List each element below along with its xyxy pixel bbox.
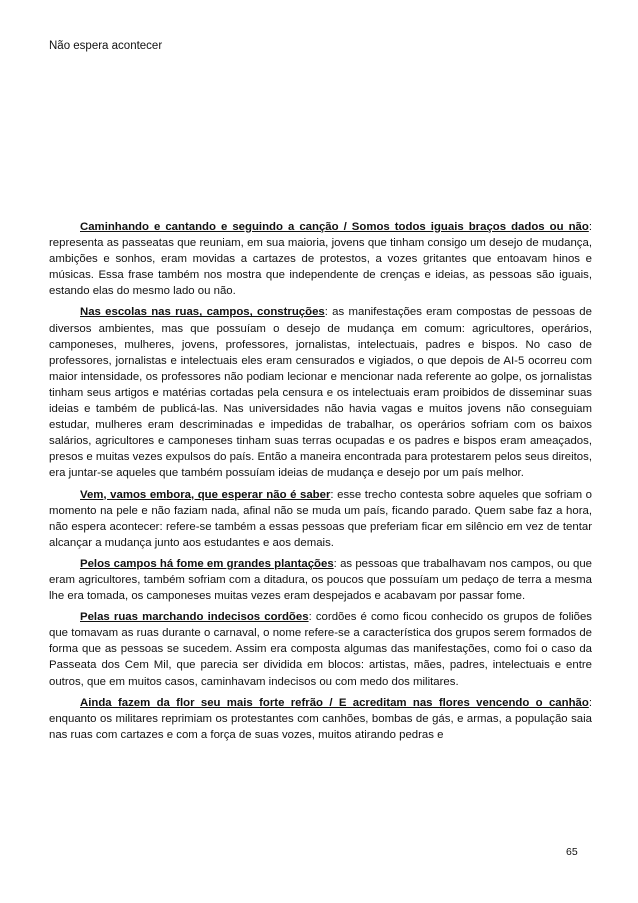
lyric-quote: Pelas ruas marchando indecisos cordões (80, 611, 309, 624)
paragraph-text: : as manifestações eram compostas de pessoas de diversos ambientes, mas que possuíam o desejo de mudança em comum: agricultores, operários, camponeses, mulheres, jovens, professores, jornalistas, intelectuais, padres e bispos. No caso de professores, jornalistas e intelectuais eles eram censurados e vigiados, o que depois de AI-5 ocorreu com maior intensidade, os professores não podiam lecionar e mencionar nada referente ao golpe, os jornalistas tinham seus artigos e matérias cortadas pela censura e os intelectuais eram proibidos de disseminar suas ideias e também de publicá-las. Nas universidades não havia vagas e muitos jovens não conseguiam estudar, mulheres eram descriminadas e impedidas de trabalhar, os operários sofriam com os baixos salários, agricultores e camponeses tinham suas terras ocupadas e os padres e bispos eram ameaçados, presos e muitas vezes expulsos do país. Então a maneira encontrada para protestarem pelos seus direitos, era juntar-se aqueles que também possuíam ideias de mudança e desejo por um país melhor. (49, 306, 592, 480)
paragraph (49, 556, 592, 604)
paragraph-text: : cordões é como ficou conhecido os grupos de foliões que tomavam as ruas durante o carnaval, o nome refere-se a característica dos grupos serem formados de forma que as pessoas se sucedem. Assim era composta algumas das manifestações, como foi o caso da Passeata dos Cem Mil, que parecia ser dividida em blocos: artistas, mães, padres, intelectuais e entre outros, que em muitos casos, caminhavam indecisos ou com medo dos militares. (49, 611, 592, 688)
paragraph (49, 219, 592, 299)
paragraph (49, 304, 592, 481)
running-header: Não espera acontecer (49, 40, 163, 52)
paragraph-text: : enquanto os militares reprimiam os protestantes com canhões, bombas de gás, e armas, a população saia nas ruas com cartazes e com a força de suas vozes, muitos atirando pedras e (49, 696, 592, 741)
lyric-quote: Pelos campos há fome em grandes plantações (80, 557, 334, 570)
lyric-quote: Vem, vamos embora, que esperar não é saber (80, 488, 331, 501)
paragraph (49, 695, 592, 743)
lyric-quote: Ainda fazem da flor seu mais forte refrão / E acreditam nas flores vencendo o canhão (80, 696, 589, 709)
paragraph (49, 609, 592, 689)
lyric-quote: Nas escolas nas ruas, campos, construções (80, 306, 325, 319)
paragraph-text: : esse trecho contesta sobre aqueles que sofriam o momento na pele e não faziam nada, afinal não se muda um país, ficando parado. Quem sabe faz a hora, não espera acontecer: refere-se também a essas pessoas que preferiam ficar em silêncio em vez de tentar alcançar a mudança junto aos estudantes e aos demais. (49, 488, 593, 549)
paragraph-text: : as pessoas que trabalhavam nos campos, ou que eram agricultores, também sofriam com a ditadura, os poucos que possuíam um pedaço de terra a mesma lhe era tomada, os camponeses muitas vezes eram despejados e acabavam por passar fome. (49, 557, 592, 603)
body-text (49, 219, 592, 748)
paragraph-text: : representa as passeatas que reuniam, em sua maioria, jovens que tinham consigo um desejo de mudança, ambições e sonhos, eram movidas a cartazes de protestos, a vozes gritantes que entoavam hinos e músicas. Essa frase também nos mostra que independente de crenças e ideias, as pessoas são iguais, estando elas do mesmo lado ou não. (49, 221, 592, 298)
page-number: 65 (566, 846, 578, 858)
paragraph (49, 487, 592, 551)
lyric-quote: Caminhando e cantando e seguindo a canção / Somos todos iguais braços dados ou não (80, 221, 589, 233)
